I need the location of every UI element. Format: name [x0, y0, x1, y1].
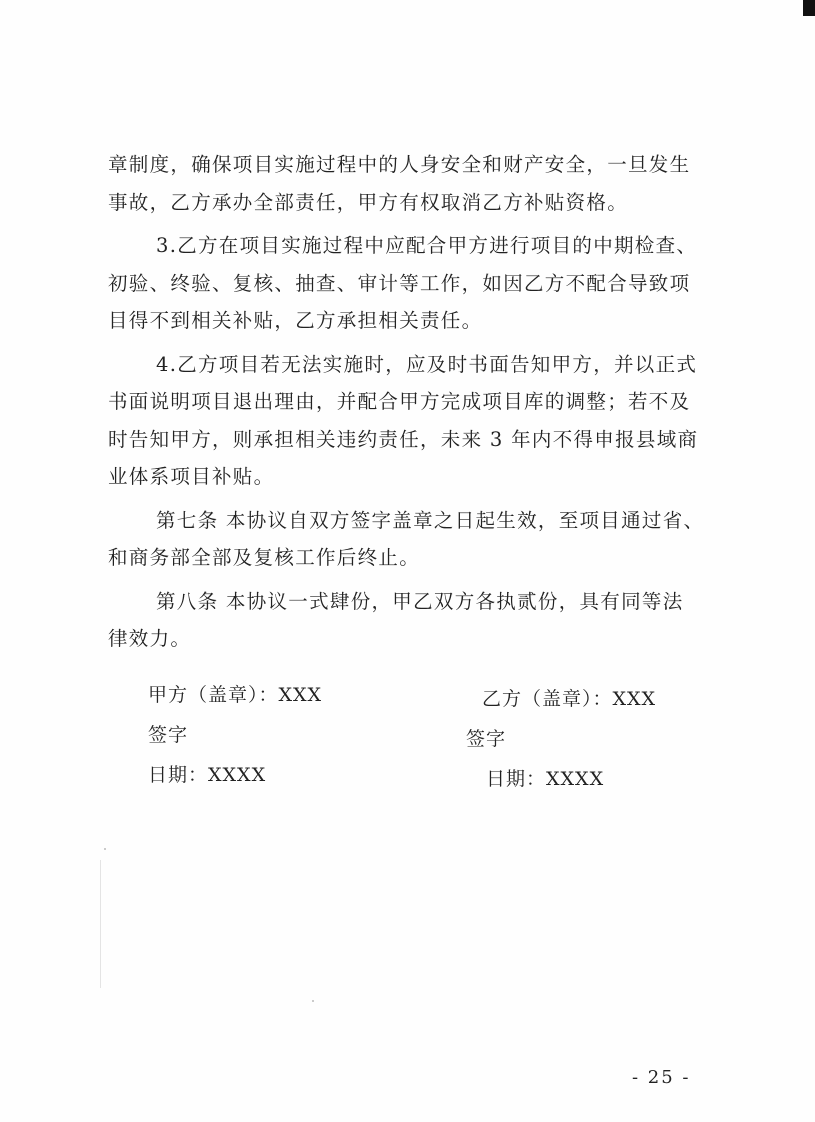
clause-3-line: 3.乙方在项目实施过程中应配合甲方进行项目的中期检查、 [156, 234, 698, 257]
text-line: 和商务部全部及复核工作后终止。 [108, 546, 421, 569]
article-7-line: 第七条 本协议自双方签字盖章之日起生效，至项目通过省、 [156, 508, 705, 532]
text-line: 时告知甲方，则承担相关违约责任，未来 3 年内不得申报县域商 [108, 427, 699, 451]
text-line: 初验、终验、复核、抽查、审计等工作，如因乙方不配合导致项 [108, 271, 691, 295]
party-a-seal: 甲方（盖章）：XXX [148, 684, 323, 706]
scan-speck [312, 1000, 314, 1002]
text-line: 书面说明项目退出理由，并配合甲方完成项目库的调整；若不及 [108, 390, 691, 413]
body-text [108, 146, 718, 658]
scan-speck [104, 848, 106, 850]
scan-artifact-line [100, 860, 101, 988]
page-number: - 25 - [632, 1067, 691, 1088]
scan-corner-mark [803, 0, 815, 16]
clause-4-line: 4.乙方项目若无法实施时，应及时书面告知甲方，并以正式 [156, 352, 698, 376]
text-line: 目得不到相关补贴，乙方承担相关责任。 [108, 309, 483, 332]
text-line: 事故，乙方承办全部责任，甲方有权取消乙方补贴资格。 [108, 190, 629, 214]
text-line: 章制度，确保项目实施过程中的人身安全和财产安全，一旦发生 [108, 153, 691, 176]
text-line: 律效力。 [108, 627, 192, 650]
party-b-seal: 乙方（盖章）：XXX [482, 688, 657, 710]
party-a-sign: 签字 [148, 724, 189, 746]
text-line: 业体系项目补贴。 [108, 465, 275, 488]
party-b-date: 日期：XXXX [486, 768, 605, 790]
party-a-date: 日期：XXXX [148, 764, 267, 786]
article-8-line: 第八条 本协议一式肆份，甲乙双方各执贰份，具有同等法 [156, 589, 684, 613]
party-b-sign: 签字 [466, 728, 507, 750]
